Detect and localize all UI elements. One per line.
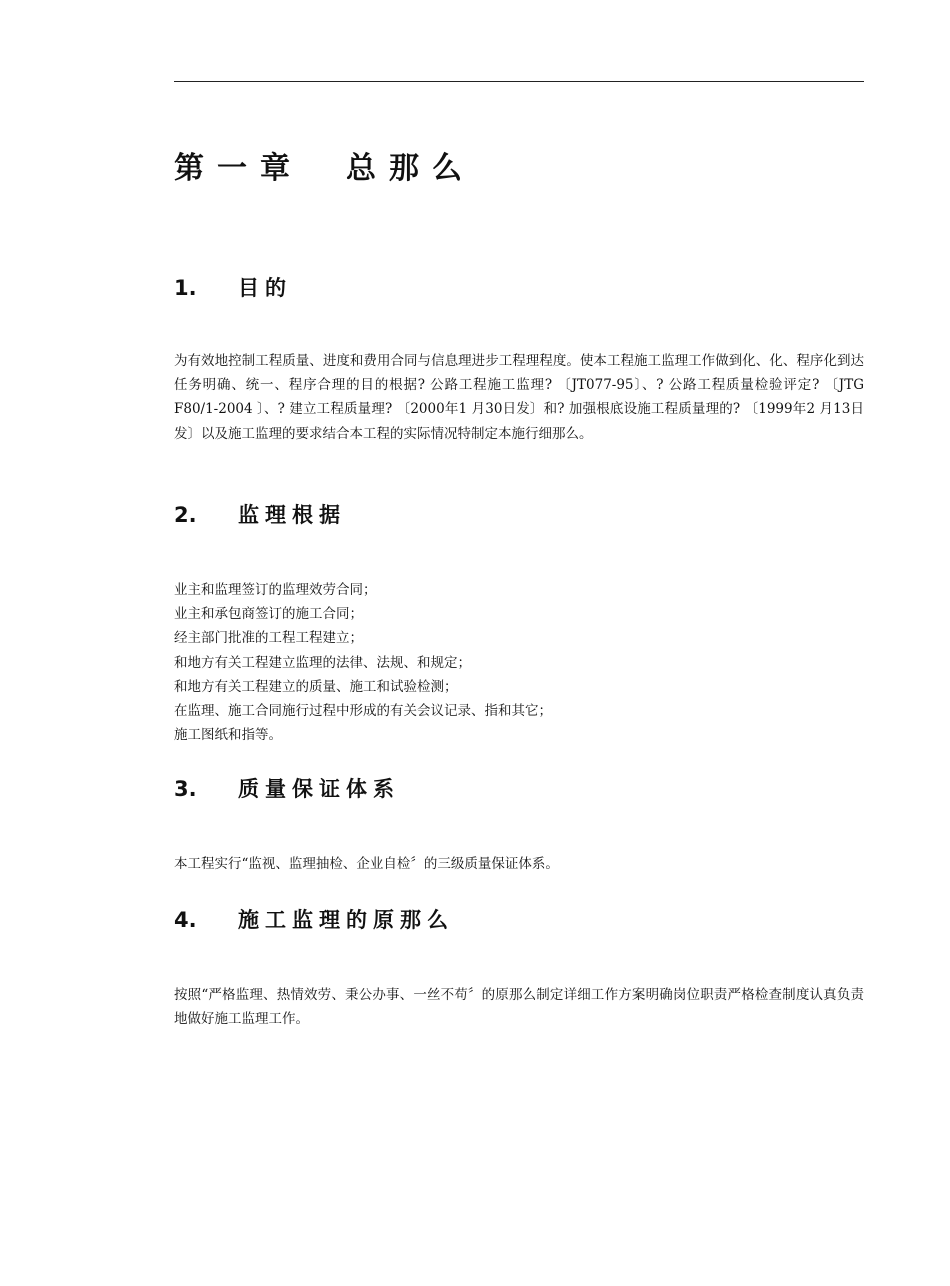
section-number: 4. — [174, 908, 197, 932]
chapter-title: 第一章 总那么 — [174, 151, 475, 186]
section-number: 1. — [174, 276, 197, 300]
section-number: 3. — [174, 777, 197, 801]
list-item: 施工图纸和指等。 — [174, 727, 282, 744]
list-item: 业主和监理签订的监理效劳合同； — [174, 582, 377, 598]
section-title: 监理根据 — [238, 503, 346, 527]
list-item: 经主部门批准的工程工程建立； — [174, 630, 363, 647]
principles-paragraph: 按照“严格监理、热情效劳、秉公办事、一丝不苟〞的原那么制定详细工作方案明确岗位职责严格检查制度认真负责地做好施工监理工作。 — [174, 987, 864, 1028]
section-number: 2. — [174, 503, 197, 527]
purpose-paragraph: 为有效地控制工程质量、进度和费用合同与信息理进步工程理程度。使本工程施工监理工作做到化、化、程序化到达任务明确、统一、程序合理的目的根据? 公路工程施工监理? 〔JT077-95〕、? 公路工程质量检验评定? 〔JTG F80/1-2004 〕、? 建立工程质量理? 〔2000年1 月30日发〕和? 加强根底设施工程质量理的? 〔1999年2 月13日发〕以及施工监理的要求结合本工程的实际情况特制定本施行细那么。 — [174, 353, 864, 442]
section-title: 目的 — [238, 276, 292, 300]
basis-list — [174, 578, 864, 747]
document-page — [174, 0, 864, 1286]
list-item: 和地方有关工程建立监理的法律、法规、和规定； — [174, 654, 471, 671]
quality-system-paragraph: 本工程实行“监视、监理抽检、企业自检〞的三级质量保证体系。 — [174, 856, 559, 872]
list-item: 和地方有关工程建立的质量、施工和试验检测； — [174, 678, 458, 695]
section-title: 质量保证体系 — [238, 777, 400, 801]
section-heading-principles — [174, 905, 454, 935]
section-heading-basis — [174, 500, 346, 530]
list-item: 在监理、施工合同施行过程中形成的有关会议记录、指和其它； — [174, 703, 552, 720]
section-title: 施工监理的原那么 — [238, 908, 454, 932]
section-heading-purpose — [174, 273, 292, 303]
header-rule — [174, 81, 864, 82]
list-item: 业主和承包商签订的施工合同； — [174, 606, 363, 623]
section-heading-quality-system — [174, 774, 400, 804]
